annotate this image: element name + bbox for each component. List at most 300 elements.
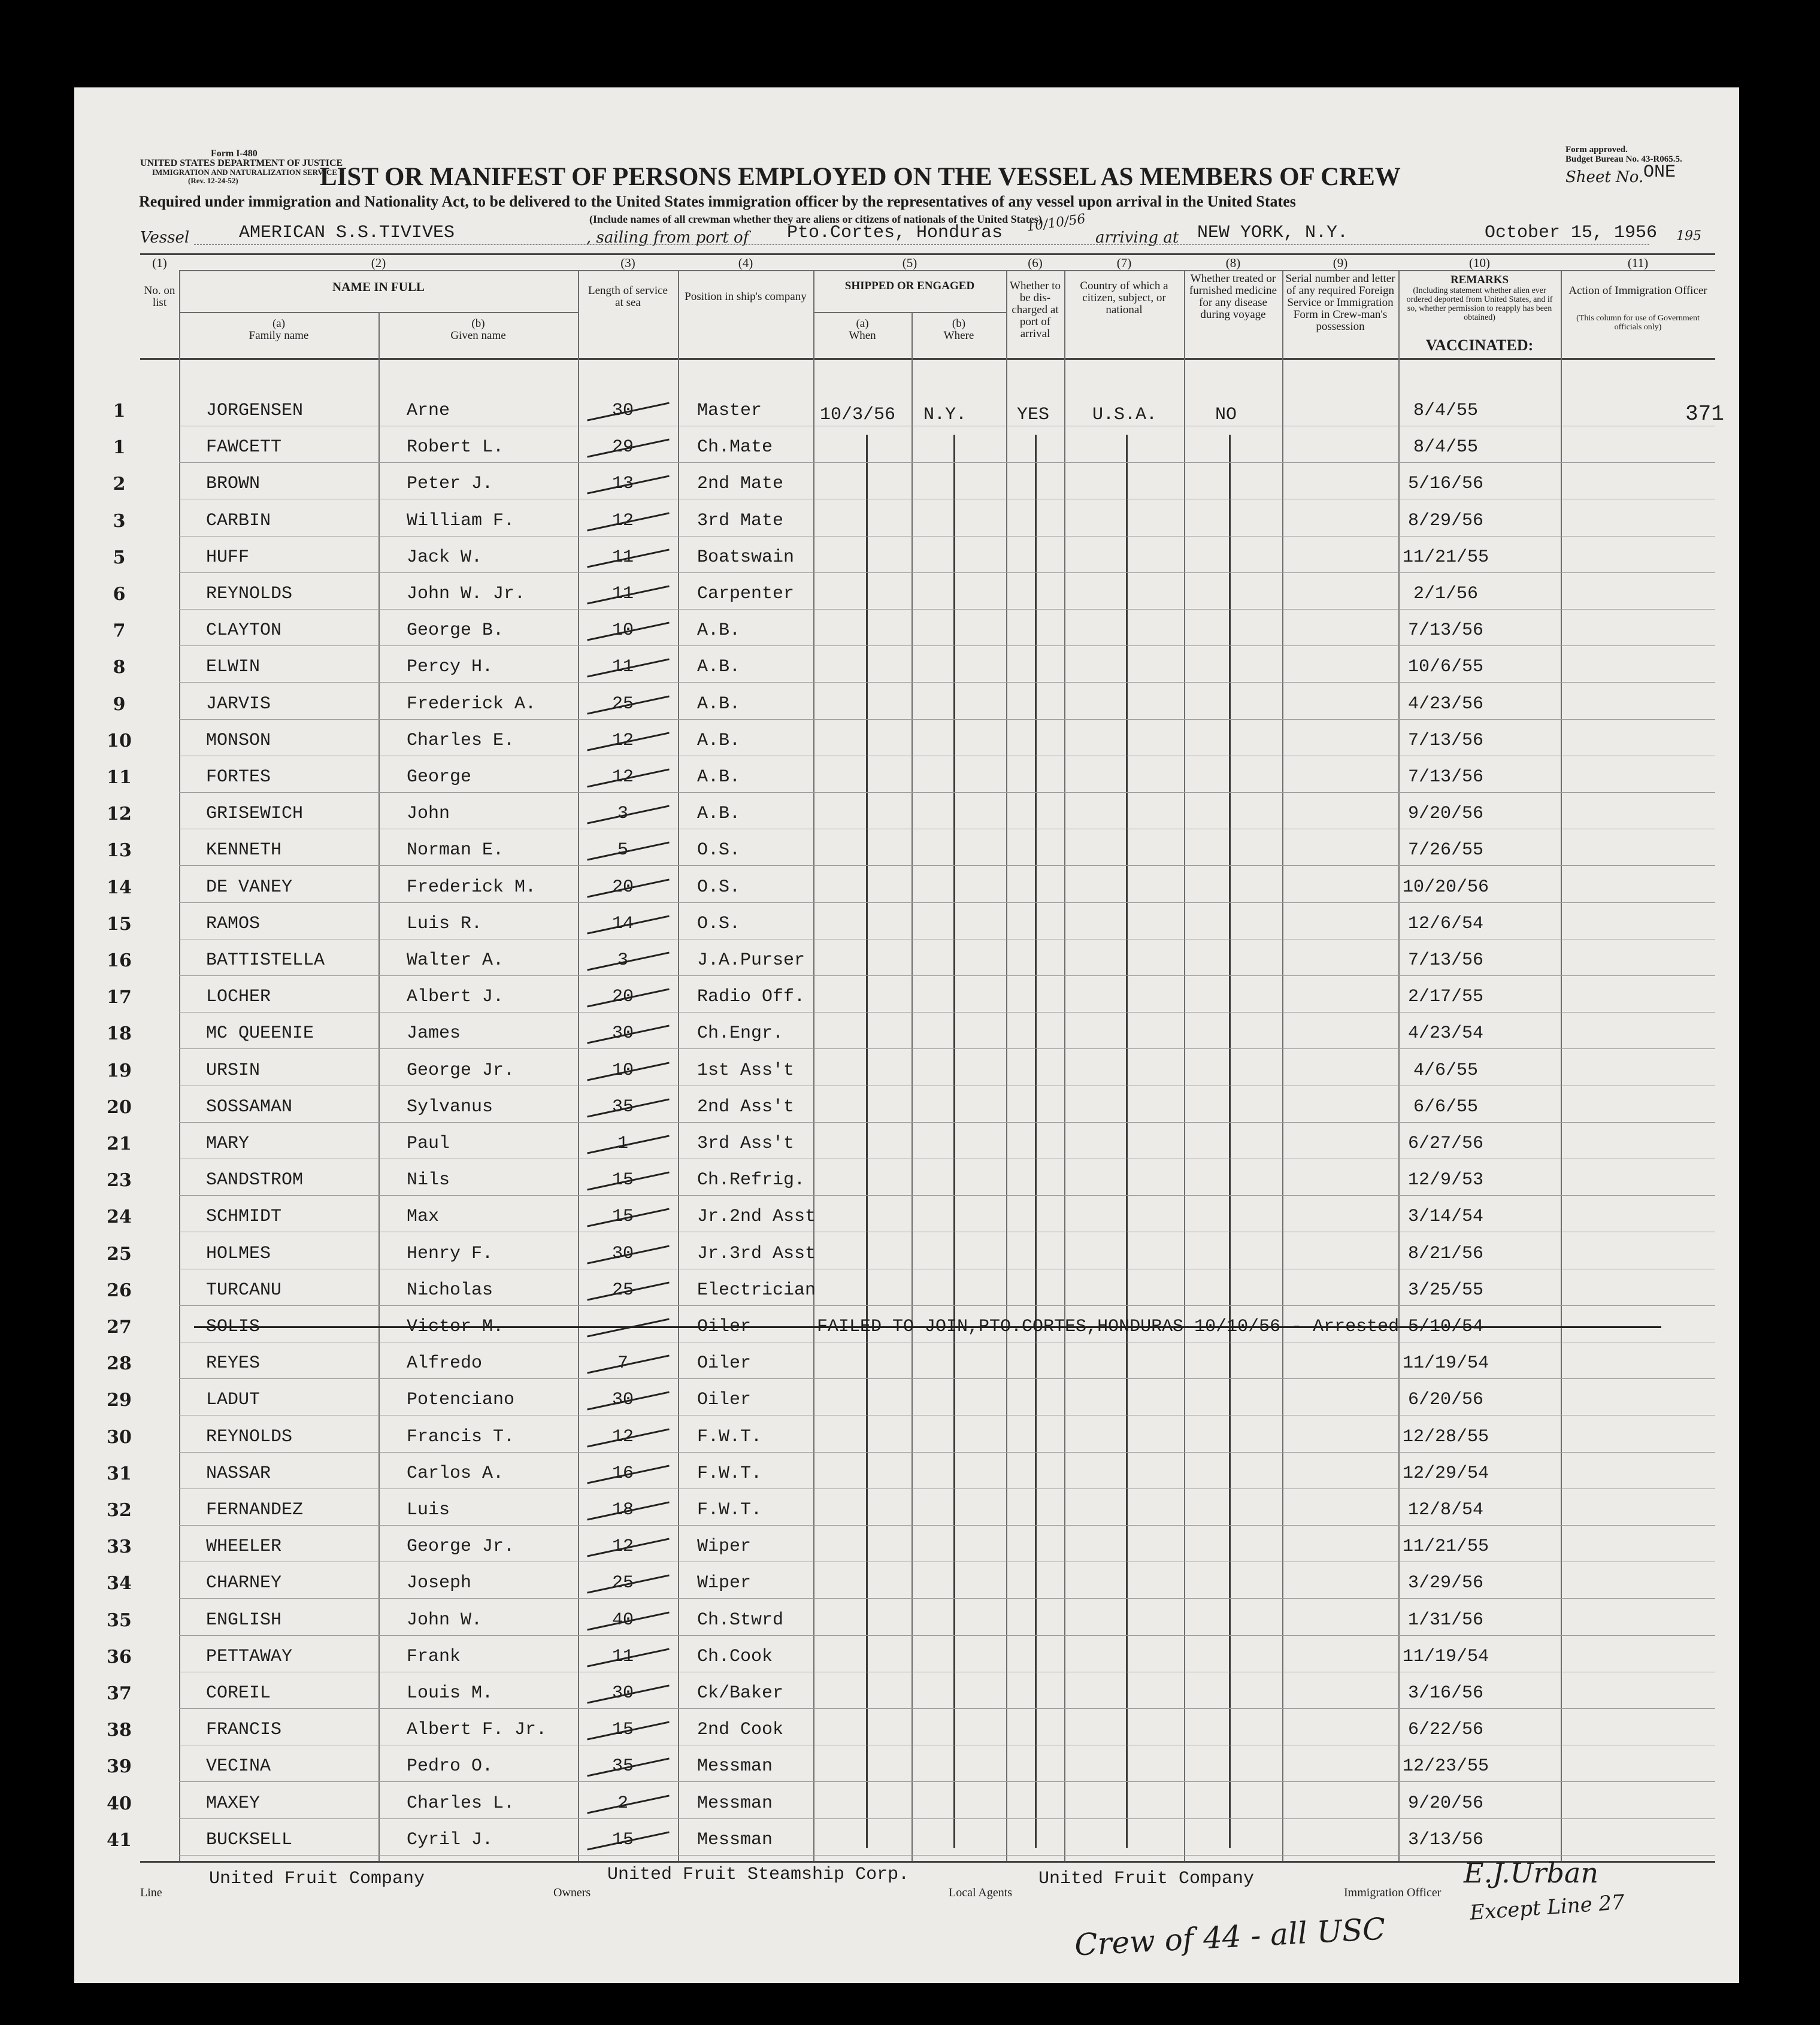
table-row: [74, 1379, 1739, 1415]
service-length: 12: [611, 767, 634, 787]
vaccinated-date: 8/29/56: [1407, 510, 1484, 531]
given-name: John W. Jr.: [407, 584, 526, 604]
table-row: [74, 939, 1739, 976]
family-name: VECINA: [206, 1756, 271, 1777]
sheet-label: Sheet No.: [1565, 168, 1644, 186]
position: F.W.T.: [697, 1463, 762, 1484]
position: O.S.: [697, 877, 741, 898]
service-length: 25: [611, 693, 634, 714]
position: Ch.Stwrd: [697, 1609, 784, 1630]
table-row: [74, 463, 1739, 499]
given-name: Walter A.: [407, 950, 504, 971]
form-number: Form I-480: [211, 148, 258, 159]
given-name: Arne: [407, 401, 450, 421]
given-name: James: [407, 1023, 461, 1044]
position: O.S.: [697, 840, 741, 861]
vaccinated-date: 4/6/55: [1413, 1060, 1479, 1081]
vaccinated-date: 6/27/56: [1407, 1133, 1484, 1154]
position: Jr.3rd Asst: [697, 1243, 816, 1264]
family-name: JARVIS: [206, 693, 271, 714]
given-name: George: [407, 767, 472, 787]
given-name: John W.: [407, 1609, 483, 1630]
position: O.S.: [697, 913, 741, 934]
service-length: 12: [611, 510, 634, 531]
family-name: FAWCETT: [206, 437, 282, 458]
table-row: [74, 683, 1739, 720]
position: F.W.T.: [697, 1500, 762, 1520]
position: Ch.Cook: [697, 1646, 773, 1667]
list-number: 17: [107, 987, 132, 1008]
col11-number: (11): [1627, 256, 1649, 270]
given-name: Francis T.: [407, 1426, 515, 1447]
given-name: Alfredo: [407, 1353, 483, 1374]
list-number: 34: [107, 1573, 132, 1594]
table-row: [74, 1013, 1739, 1049]
vaccinated-date: 7/13/56: [1407, 767, 1484, 787]
list-number: 16: [107, 950, 132, 971]
position: A.B.: [697, 693, 741, 714]
vaccinated-date: 11/21/55: [1402, 547, 1489, 568]
service-length: 3: [617, 804, 628, 824]
col9-header: Serial number and letter of any required Foreign Service or Immigration Form in Crew-man's possession: [1285, 272, 1395, 333]
position: Messman: [697, 1793, 773, 1814]
table-row: [74, 1196, 1739, 1232]
family-name: HUFF: [206, 547, 250, 568]
sailing-port: Pto.Cortes, Honduras: [787, 223, 1003, 243]
given-name: Frederick M.: [407, 877, 537, 898]
vaccinated-date: 6/20/56: [1407, 1390, 1484, 1411]
col3-number: (3): [620, 256, 635, 270]
col2b-header: (b) Given name: [450, 317, 506, 342]
table-row: [74, 1745, 1739, 1782]
col5b-header: (b) Where: [943, 317, 974, 342]
family-name: CARBIN: [206, 510, 271, 531]
family-name: JORGENSEN: [206, 401, 304, 421]
given-name: Jack W.: [407, 547, 483, 568]
position: A.B.: [697, 804, 741, 824]
col10-note: (Including statement whether alien ever ordered deported from United States, and if so, whether permission to reapply has been obtained): [1406, 286, 1553, 322]
owners-value: United Fruit Steamship Corp.: [607, 1865, 910, 1885]
table-row: [74, 1269, 1739, 1306]
position: J.A.Purser: [697, 950, 805, 971]
list-number: 18: [107, 1023, 132, 1045]
position: Oiler: [697, 1353, 752, 1374]
discharged-value: YES: [1017, 405, 1050, 425]
list-number: 2: [113, 474, 126, 495]
include-note: (Include names of all crewman whether they are aliens or citizens of nationals of the United States): [589, 213, 1042, 225]
list-number: 31: [107, 1463, 132, 1484]
given-name: Albert J.: [407, 987, 504, 1008]
given-name: Luis R.: [407, 913, 483, 934]
page-title: LIST OR MANIFEST OF PERSONS EMPLOYED ON THE VESSEL AS MEMBERS OF CREW: [320, 163, 1401, 191]
list-number: 24: [107, 1206, 132, 1228]
col7-header: Country of which a citizen, subject, or national: [1080, 280, 1168, 316]
position: F.W.T.: [697, 1426, 762, 1447]
family-name: ENGLISH: [206, 1609, 282, 1630]
given-name: Norman E.: [407, 840, 504, 861]
vaccinated-date: 4/23/56: [1407, 693, 1484, 714]
family-name: REYNOLDS: [206, 1426, 293, 1447]
service-length: 12: [611, 730, 634, 751]
service-length: 25: [611, 1280, 634, 1301]
service-length: 18: [611, 1500, 634, 1520]
owners-label: Owners: [553, 1886, 591, 1899]
given-name: Luis: [407, 1500, 450, 1520]
given-name: Potenciano: [407, 1390, 515, 1411]
budget-bureau: Budget Bureau No. 43-R065.5.: [1565, 154, 1682, 164]
list-number: 36: [107, 1646, 132, 1668]
service-length: 7: [617, 1353, 628, 1374]
service-length: 16: [611, 1463, 634, 1484]
vaccinated-date: 2/17/55: [1407, 987, 1484, 1008]
service-length: 30: [611, 1683, 634, 1703]
given-name: William F.: [407, 510, 515, 531]
table-row: [74, 1306, 1739, 1342]
vaccinated-date: 3/13/56: [1407, 1829, 1484, 1850]
position: Messman: [697, 1756, 773, 1777]
family-name: COREIL: [206, 1683, 271, 1703]
service-length: 11: [611, 1646, 634, 1667]
service-length: 12: [611, 1536, 634, 1557]
vaccinated-date: 7/26/55: [1407, 840, 1484, 861]
position: Messman: [697, 1829, 773, 1850]
list-number: 10: [107, 730, 132, 751]
family-name: CLAYTON: [206, 620, 282, 641]
list-number: 1: [113, 401, 126, 422]
table-row: [74, 1086, 1739, 1123]
vaccinated-date: 10/6/55: [1407, 657, 1484, 678]
given-name: George Jr.: [407, 1060, 515, 1081]
family-name: FRANCIS: [206, 1720, 282, 1741]
arriving-port: NEW YORK, N.Y.: [1197, 223, 1349, 243]
officer-action-number: 371: [1685, 402, 1724, 426]
given-name: Victor M.: [407, 1317, 504, 1337]
col10-number: (10): [1469, 256, 1490, 270]
list-number: 21: [107, 1133, 132, 1154]
list-number: 28: [107, 1353, 132, 1375]
given-name: Frank: [407, 1646, 461, 1667]
service-length: 11: [611, 547, 634, 568]
table-row: [74, 866, 1739, 903]
table-top-rule: [140, 253, 1715, 255]
vaccinated-date: 8/21/56: [1407, 1243, 1484, 1264]
given-name: Paul: [407, 1133, 450, 1154]
family-name: SCHMIDT: [206, 1206, 282, 1227]
position: A.B.: [697, 767, 741, 787]
vaccinated-date: 12/28/55: [1402, 1426, 1489, 1447]
vaccinated-date: 3/29/56: [1407, 1573, 1484, 1594]
given-name: Carlos A.: [407, 1463, 504, 1484]
list-number: 23: [107, 1170, 132, 1192]
service-length: 11: [611, 584, 634, 604]
table-row: [74, 1636, 1739, 1672]
table-row: [74, 1416, 1739, 1453]
service-length: 11: [611, 657, 634, 678]
vaccinated-date: 8/4/55: [1413, 401, 1479, 421]
col1-number: (1): [152, 256, 167, 270]
vessel-label: Vessel: [140, 229, 190, 247]
arriving-label: arriving at: [1095, 229, 1179, 247]
family-name: URSIN: [206, 1060, 261, 1081]
col4-header: Position in ship's company: [685, 290, 807, 303]
col6-header: Whether to be dis-charged at port of arrival: [1010, 280, 1061, 340]
given-name: Sylvanus: [407, 1096, 493, 1117]
list-number: 11: [107, 767, 132, 788]
list-number: 1: [113, 437, 126, 459]
col8-number: (8): [1225, 256, 1241, 270]
except-note: Except Line 27: [1468, 1890, 1626, 1925]
family-name: BROWN: [206, 474, 261, 495]
shipped-when: 10/3/56: [820, 405, 896, 425]
list-number: 19: [107, 1060, 132, 1081]
given-name: Pedro O.: [407, 1756, 493, 1777]
given-name: Frederick A.: [407, 693, 537, 714]
position: Electrician: [697, 1280, 816, 1301]
service-length: 5: [617, 840, 628, 861]
table-row: [74, 610, 1739, 646]
position: Oiler: [697, 1317, 752, 1337]
vaccinated-date: 3/25/55: [1407, 1280, 1484, 1301]
service-length: 15: [611, 1829, 634, 1850]
given-name: George B.: [407, 620, 504, 641]
position: A.B.: [697, 620, 741, 641]
service-length: 35: [611, 1096, 634, 1117]
service-length: 15: [611, 1170, 634, 1191]
table-row: [74, 903, 1739, 939]
list-number: 12: [107, 804, 132, 825]
family-name: MC QUEENIE: [206, 1023, 314, 1044]
agents-label: Local Agents: [949, 1886, 1013, 1899]
table-row: [74, 1599, 1739, 1636]
family-name: LADUT: [206, 1390, 261, 1411]
vaccinated-header: VACCINATED:: [1425, 337, 1534, 354]
table-row: [74, 573, 1739, 610]
list-number: 35: [107, 1609, 132, 1631]
service-length: 1: [617, 1133, 628, 1154]
list-number: 32: [107, 1500, 132, 1521]
list-number: 20: [107, 1096, 132, 1118]
list-number: 29: [107, 1390, 132, 1411]
table-row: [74, 720, 1739, 756]
family-name: REYNOLDS: [206, 584, 293, 604]
col11-note: (This column for use of Government officials only): [1576, 314, 1700, 332]
vaccinated-date: 7/13/56: [1407, 620, 1484, 641]
handwritten-date: 10/10/56: [1025, 211, 1087, 235]
given-name: Henry F.: [407, 1243, 493, 1264]
service-length: 3: [617, 950, 628, 971]
family-name: NASSAR: [206, 1463, 271, 1484]
service-length: 10: [611, 620, 634, 641]
list-number: 5: [113, 547, 126, 568]
table-row: [74, 500, 1739, 536]
given-name: Max: [407, 1206, 440, 1227]
list-number: 30: [107, 1426, 132, 1448]
given-name: Charles E.: [407, 730, 515, 751]
table-row: [74, 1050, 1739, 1086]
service-length: 25: [611, 1573, 634, 1594]
list-number: 26: [107, 1280, 132, 1301]
col5-header: SHIPPED OR ENGAGED: [844, 280, 975, 292]
col2-number: (2): [371, 256, 386, 270]
given-name: John: [407, 804, 450, 824]
list-number: 33: [107, 1536, 132, 1558]
manifest-sheet: [74, 87, 1739, 1983]
vaccinated-date: 12/8/54: [1407, 1500, 1484, 1520]
vaccinated-date: 1/31/56: [1407, 1609, 1484, 1630]
department-name: UNITED STATES DEPARTMENT OF JUSTICE: [140, 158, 343, 168]
family-name: LOCHER: [206, 987, 271, 1008]
table-row: [74, 793, 1739, 829]
position: Carpenter: [697, 584, 795, 604]
vaccinated-date: 2/1/56: [1413, 584, 1479, 604]
sheet-number: ONE: [1643, 162, 1676, 183]
service-length: 30: [611, 1390, 634, 1411]
family-name: FORTES: [206, 767, 271, 787]
service-length: 40: [611, 1609, 634, 1630]
position: Radio Off.: [697, 987, 805, 1008]
shipped-where: N.Y.: [923, 405, 967, 425]
given-name: Robert L.: [407, 437, 504, 458]
col7-number: (7): [1116, 256, 1132, 270]
position: Wiper: [697, 1573, 752, 1594]
list-number: 6: [113, 584, 126, 605]
family-name: FERNANDEZ: [206, 1500, 304, 1520]
service-length: 29: [611, 437, 634, 458]
form-approved: Form approved.: [1565, 145, 1628, 154]
sailing-label: , sailing from port of: [586, 229, 749, 247]
row-rule: [179, 1855, 1715, 1856]
vaccinated-date: 7/13/56: [1407, 730, 1484, 751]
service-length: 13: [611, 474, 634, 495]
family-name: WHEELER: [206, 1536, 282, 1557]
colnum-rule: [179, 270, 1715, 271]
family-name: RAMOS: [206, 913, 261, 934]
officer-signature: E.J.Urban: [1464, 1857, 1598, 1889]
list-number: 38: [107, 1720, 132, 1741]
service-length: 10: [611, 1060, 634, 1081]
vaccinated-date: 3/14/54: [1407, 1206, 1484, 1227]
position: 3rd Mate: [697, 510, 784, 531]
vaccinated-date: 8/4/55: [1413, 437, 1479, 458]
service-length: 14: [611, 913, 634, 934]
revision-date: (Rev. 12-24-52): [188, 176, 238, 185]
vaccinated-date: 12/9/53: [1407, 1170, 1484, 1191]
list-number: 13: [107, 840, 132, 862]
arrival-date: October 15, 1956: [1485, 223, 1658, 243]
vaccinated-date: 11/19/54: [1402, 1646, 1489, 1667]
position: Wiper: [697, 1536, 752, 1557]
table-row: [74, 646, 1739, 683]
family-name: BUCKSELL: [206, 1829, 293, 1850]
vaccinated-date: 6/22/56: [1407, 1720, 1484, 1741]
vaccinated-date: 9/20/56: [1407, 804, 1484, 824]
col10-header: REMARKS: [1450, 274, 1509, 286]
vaccinated-date: 10/20/56: [1402, 877, 1489, 898]
table-row: [74, 1526, 1739, 1562]
position: 2nd Cook: [697, 1720, 784, 1741]
list-number: 9: [113, 693, 126, 715]
table-row: [74, 1489, 1739, 1526]
given-name: Louis M.: [407, 1683, 493, 1703]
vaccinated-date: 4/23/54: [1407, 1023, 1484, 1044]
treated-value: NO: [1215, 405, 1237, 425]
failed-remark: FAILED TO JOIN,PTO.CORTES,HONDURAS 10/10/56 - Arrested -: [817, 1317, 1421, 1337]
list-number: 25: [107, 1243, 132, 1265]
service-length: 35: [611, 1756, 634, 1777]
family-name: CHARNEY: [206, 1573, 282, 1594]
service-name: IMMIGRATION AND NATURALIZATION SERVICE: [152, 168, 338, 177]
vessel-name: AMERICAN S.S.TIVIVES: [239, 223, 455, 243]
given-name: Albert F. Jr.: [407, 1720, 547, 1741]
position: Ch.Refrig.: [697, 1170, 805, 1191]
vessel-underline: [194, 244, 1649, 245]
service-length: 30: [611, 1023, 634, 1044]
vaccinated-date: 12/23/55: [1402, 1756, 1489, 1777]
vaccinated-date: 5/16/56: [1407, 474, 1484, 495]
line-label: Line: [140, 1886, 162, 1899]
service-length: 12: [611, 1426, 634, 1447]
table-row: [74, 1123, 1739, 1159]
table-row: [74, 829, 1739, 866]
country-value: U.S.A.: [1092, 405, 1158, 425]
table-row: [74, 426, 1739, 463]
table-row: [74, 1159, 1739, 1196]
line-value: United Fruit Company: [209, 1869, 425, 1889]
family-name: SANDSTROM: [206, 1170, 304, 1191]
required-statement: Required under immigration and Nationality Act, to be delivered to the United States immigration officer by the representatives of any vessel upon arrival in the United States: [139, 193, 1296, 210]
family-name: DE VANEY: [206, 877, 293, 898]
agents-value: United Fruit Company: [1038, 1869, 1255, 1889]
table-row: [74, 1233, 1739, 1269]
position: Ch.Engr.: [697, 1023, 784, 1044]
family-name: BATTISTELLA: [206, 950, 325, 971]
col11-header: Action of Immigration Officer: [1568, 284, 1707, 297]
table-row: [74, 536, 1739, 573]
family-name: MONSON: [206, 730, 271, 751]
table-row: [74, 1562, 1739, 1599]
position: 2nd Ass't: [697, 1096, 795, 1117]
family-name: MARY: [206, 1133, 250, 1154]
given-name: George Jr.: [407, 1536, 515, 1557]
service-length: 30: [611, 1243, 634, 1264]
family-name: ELWIN: [206, 657, 261, 678]
col6-number: (6): [1028, 256, 1043, 270]
vaccinated-date: 6/6/55: [1413, 1096, 1479, 1117]
table-row: [74, 1342, 1739, 1379]
position: Boatswain: [697, 547, 795, 568]
position: 1st Ass't: [697, 1060, 795, 1081]
vaccinated-date: 12/6/54: [1407, 913, 1484, 934]
position: Ck/Baker: [697, 1683, 784, 1703]
given-name: Percy H.: [407, 657, 493, 678]
given-name: Peter J.: [407, 474, 493, 495]
table-row: [74, 1672, 1739, 1709]
table-row: [74, 1819, 1739, 1856]
vaccinated-date: 12/29/54: [1402, 1463, 1489, 1484]
list-number: 3: [113, 510, 126, 532]
given-name: Charles L.: [407, 1793, 515, 1814]
position: 3rd Ass't: [697, 1133, 795, 1154]
position: A.B.: [697, 657, 741, 678]
family-name: MAXEY: [206, 1793, 261, 1814]
given-name: Nils: [407, 1170, 450, 1191]
table-row: [74, 1783, 1739, 1819]
list-number: 37: [107, 1683, 132, 1704]
position: Oiler: [697, 1390, 752, 1411]
service-length: 15: [611, 1720, 634, 1741]
family-name: HOLMES: [206, 1243, 271, 1264]
list-number: 7: [113, 620, 126, 642]
